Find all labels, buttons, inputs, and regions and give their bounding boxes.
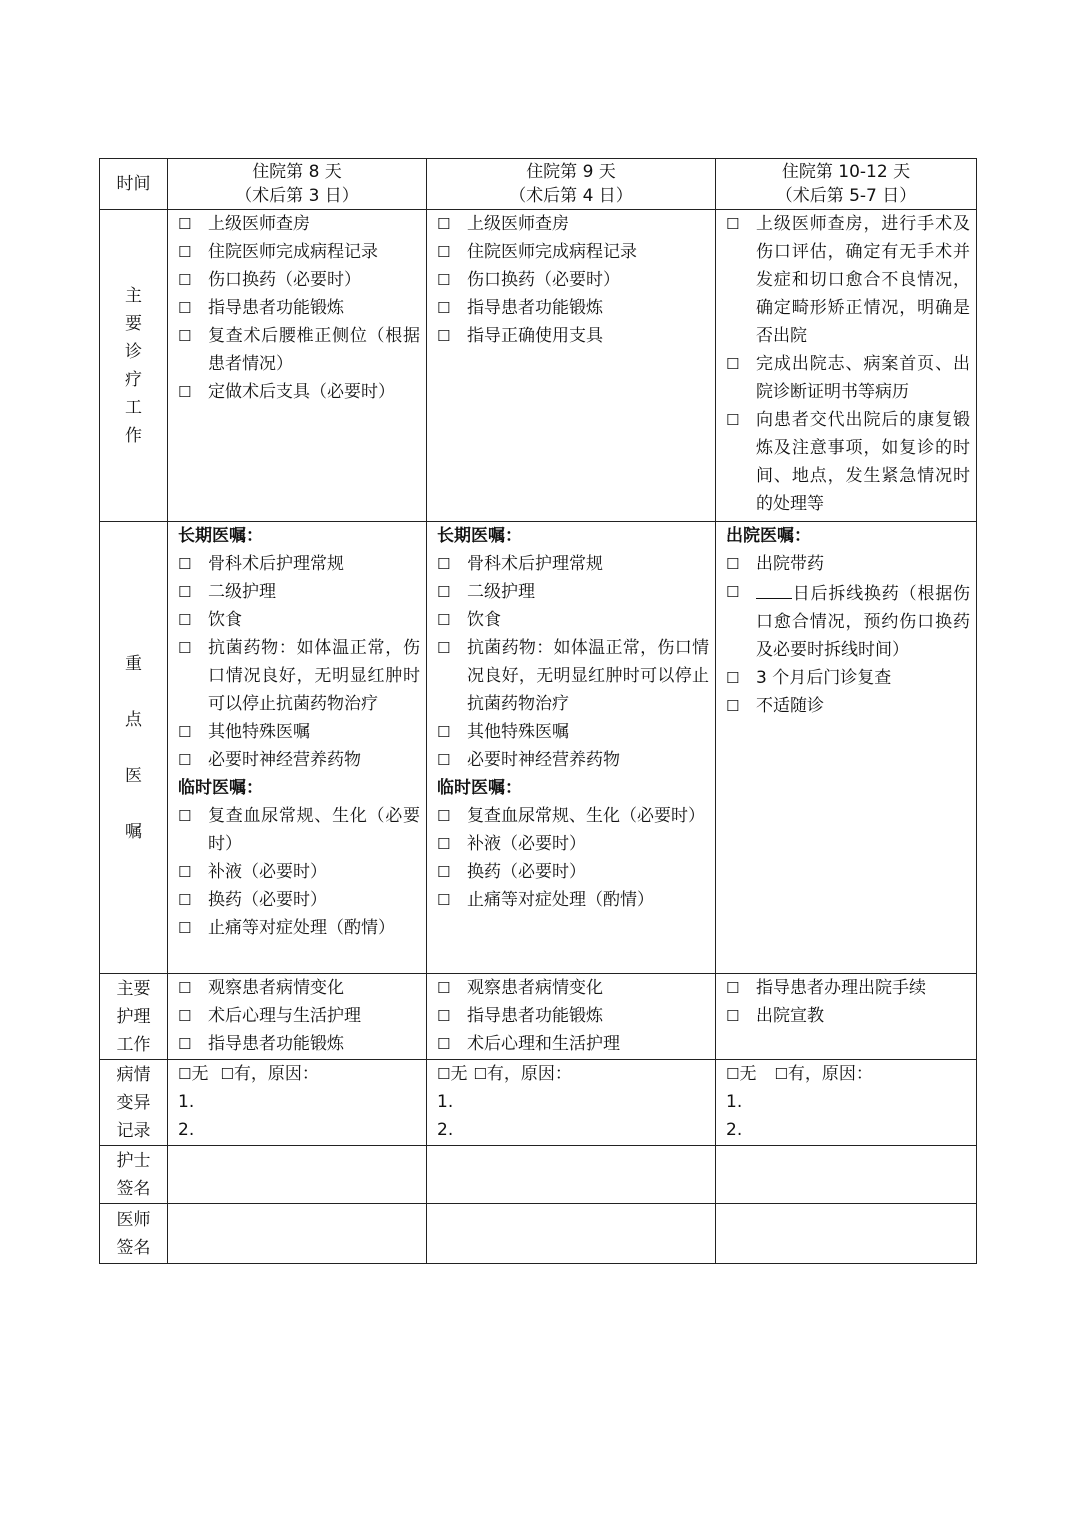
- label-line: 医师: [116, 1209, 151, 1230]
- item-text: 止痛等对症处理（酌情）: [467, 890, 654, 910]
- nurse-signature-day8[interactable]: [168, 1146, 427, 1204]
- checklist-item[interactable]: [437, 746, 709, 774]
- item-text: 伤口换药（必要时）: [467, 270, 620, 290]
- checkbox-icon[interactable]: ☐: [178, 1035, 192, 1053]
- label-char: 疗: [125, 369, 142, 390]
- item-text: 不适随诊: [756, 696, 824, 716]
- label-line: 记录: [116, 1120, 151, 1141]
- label-char: 重: [125, 653, 142, 674]
- checkbox-icon[interactable]: ☐: [437, 807, 451, 825]
- checkbox-icon[interactable]: ☐: [437, 243, 451, 261]
- checklist-item[interactable]: [726, 664, 970, 692]
- item-text: 住院医师完成病程记录: [467, 242, 637, 262]
- checkbox-icon[interactable]: ☐: [178, 807, 192, 825]
- checkbox-icon[interactable]: ☐: [178, 299, 192, 317]
- checkbox-icon[interactable]: ☐: [437, 751, 451, 769]
- doctor-signature-day10-12[interactable]: [716, 1204, 977, 1264]
- item-text: 观察患者病情变化: [467, 978, 603, 998]
- diagnosis-row: [100, 210, 977, 522]
- item-text: 出院宣教: [756, 1006, 824, 1026]
- checklist-item[interactable]: [437, 238, 709, 266]
- variance-line-2[interactable]: 2.: [726, 1120, 743, 1140]
- orders-day9: [427, 522, 716, 974]
- variance-yes-label: 有，原因：: [787, 1064, 873, 1084]
- doctor-signature-day9[interactable]: [427, 1204, 716, 1264]
- item-text: 必要时神经营养药物: [208, 750, 361, 770]
- checklist-item[interactable]: [437, 634, 709, 718]
- checklist-item[interactable]: [178, 746, 420, 774]
- checkbox-icon[interactable]: ☐: [437, 891, 451, 909]
- checkbox-icon[interactable]: ☐: [178, 919, 192, 937]
- variance-line-1[interactable]: 1.: [437, 1092, 454, 1112]
- checkbox-icon[interactable]: ☐: [178, 751, 192, 769]
- item-text: 抗菌药物：如体温正常，伤口情况良好，无明显红肿时可以停止抗菌药物治疗: [467, 638, 709, 714]
- checkbox-icon[interactable]: ☐: [178, 243, 192, 261]
- item-text: 必要时神经营养药物: [467, 750, 620, 770]
- day10-12-title: 住院第 10-12 天: [781, 162, 911, 182]
- checklist-item[interactable]: [178, 858, 420, 886]
- day9-header: [427, 159, 716, 210]
- orders-label: [100, 522, 168, 974]
- checkbox-icon[interactable]: ☐: [437, 611, 451, 629]
- item-text: 完成出院志、病案首页、出院诊断证明书等病历: [756, 354, 970, 402]
- long-term-orders-title: 长期医嘱：: [178, 526, 263, 546]
- checkbox-icon[interactable]: ☐: [726, 1007, 740, 1025]
- checkbox-icon[interactable]: ☐: [437, 327, 451, 345]
- nurse-signature-day9[interactable]: [427, 1146, 716, 1204]
- variance-choice: [726, 1060, 970, 1088]
- fill-in-blank[interactable]: [756, 578, 792, 599]
- item-text: 指导患者功能锻炼: [467, 1006, 603, 1026]
- variance-yes-label: 有，原因：: [486, 1064, 572, 1084]
- item-text: 饮食: [208, 610, 242, 630]
- item-text: 复查血尿常规、生化（必要时）: [467, 806, 705, 826]
- item-text: 上级医师查房，进行手术及伤口评估，确定有无手术并发症和切口愈合不良情况，确定畸形矫正情况，明确是否出院: [756, 214, 970, 346]
- checkbox-icon[interactable]: ☐: [437, 979, 451, 997]
- variance-line-2[interactable]: 2.: [178, 1120, 195, 1140]
- temporary-orders-title: 临时医嘱：: [178, 778, 263, 798]
- checkbox-icon[interactable]: ☐: [726, 1065, 740, 1083]
- checklist-item[interactable]: [178, 322, 420, 378]
- discharge-orders-title: 出院医嘱：: [726, 526, 811, 546]
- item-text: 住院医师完成病程记录: [208, 242, 378, 262]
- checklist-item[interactable]: [178, 914, 420, 942]
- checkbox-icon[interactable]: ☐: [726, 583, 740, 601]
- item-text: 指导患者功能锻炼: [208, 298, 344, 318]
- item-text: 定做术后支具（必要时）: [208, 382, 395, 402]
- checklist-item[interactable]: [437, 718, 709, 746]
- checkbox-icon[interactable]: ☐: [178, 1065, 192, 1083]
- checklist-item[interactable]: [437, 886, 709, 914]
- checkbox-icon[interactable]: ☐: [774, 1065, 788, 1083]
- variance-none-label: 无: [739, 1064, 757, 1084]
- checkbox-icon[interactable]: ☐: [178, 1007, 192, 1025]
- variance-none-label: 无: [191, 1064, 209, 1084]
- checklist-item[interactable]: [178, 718, 420, 746]
- item-text: 复查术后腰椎正侧位（根据患者情况）: [208, 326, 420, 374]
- label-line: 病情: [116, 1064, 151, 1085]
- checklist-item[interactable]: [437, 266, 709, 294]
- checkbox-icon[interactable]: ☐: [437, 555, 451, 573]
- variance-none-label: 无: [450, 1064, 468, 1084]
- time-label: 时间: [116, 174, 151, 194]
- item-text: 二级护理: [467, 582, 535, 602]
- item-text: 指导患者办理出院手续: [756, 978, 926, 998]
- checklist-item[interactable]: [726, 550, 970, 578]
- variance-line-1[interactable]: 1.: [726, 1092, 743, 1112]
- diagnosis-label: [100, 210, 168, 522]
- item-text: 补液（必要时）: [208, 862, 327, 882]
- item-text: 换药（必要时）: [467, 862, 586, 882]
- variance-yes-label: 有，原因：: [233, 1064, 319, 1084]
- checklist-item[interactable]: [437, 974, 709, 1002]
- item-text: 骨科术后护理常规: [208, 554, 344, 574]
- time-header: [100, 159, 168, 210]
- nurse-signature-label: [100, 1146, 168, 1204]
- item-text: 3 个月后门诊复查: [756, 668, 892, 688]
- nursing-day10-12: [716, 974, 977, 1060]
- diagnosis-day10-12: [716, 210, 977, 522]
- checkbox-icon[interactable]: ☐: [437, 723, 451, 741]
- day9-postop: （术后第 4 日）: [509, 186, 633, 206]
- day10-12-postop: （术后第 5-7 日）: [775, 186, 917, 206]
- label-line: 护理: [116, 1006, 151, 1027]
- item-text: 日后拆线换药（根据伤口愈合情况，预约伤口换药及必要时拆线时间）: [756, 584, 970, 660]
- checklist-item[interactable]: [437, 550, 709, 578]
- item-text-with-blank: [756, 578, 970, 664]
- checklist-item[interactable]: [178, 886, 420, 914]
- checkbox-icon[interactable]: ☐: [726, 697, 740, 715]
- variance-choice: [178, 1060, 420, 1088]
- item-text: 其他特殊医嘱: [467, 722, 569, 742]
- temporary-orders-title: 临时医嘱：: [437, 778, 522, 798]
- item-text: 二级护理: [208, 582, 276, 602]
- checkbox-icon[interactable]: ☐: [178, 979, 192, 997]
- orders-day10-12: [716, 522, 977, 974]
- item-text: 指导患者功能锻炼: [467, 298, 603, 318]
- label-char: 作: [125, 425, 142, 446]
- checkbox-icon[interactable]: ☐: [726, 215, 740, 233]
- label-char: 点: [125, 709, 142, 730]
- nurse-signature-row: [100, 1146, 977, 1204]
- long-term-orders-title: 长期医嘱：: [437, 526, 522, 546]
- orders-row: [100, 522, 977, 974]
- variance-label: [100, 1060, 168, 1146]
- label-line: 主要: [116, 978, 151, 999]
- checkbox-icon[interactable]: ☐: [178, 891, 192, 909]
- variance-choice: [437, 1060, 709, 1088]
- variance-line-2[interactable]: 2.: [437, 1120, 454, 1140]
- diagnosis-day8: [168, 210, 427, 522]
- item-text: 其他特殊医嘱: [208, 722, 310, 742]
- nursing-day8: [168, 974, 427, 1060]
- checkbox-icon[interactable]: ☐: [178, 611, 192, 629]
- checklist-item[interactable]: [437, 606, 709, 634]
- checklist-item[interactable]: [437, 1030, 709, 1058]
- nursing-day9: [427, 974, 716, 1060]
- doctor-signature-row: [100, 1204, 977, 1264]
- item-text: 复查血尿常规、生化（必要时）: [208, 806, 420, 854]
- variance-row: [100, 1060, 977, 1146]
- item-text: 饮食: [467, 610, 501, 630]
- checkbox-icon[interactable]: ☐: [178, 583, 192, 601]
- label-char: 要: [125, 313, 142, 334]
- checkbox-icon[interactable]: ☐: [726, 979, 740, 997]
- checkbox-icon[interactable]: ☐: [220, 1065, 234, 1083]
- checklist-item[interactable]: [178, 802, 420, 858]
- checklist-item[interactable]: [726, 406, 970, 518]
- item-text: 术后心理和生活护理: [467, 1034, 620, 1054]
- checkbox-icon[interactable]: ☐: [726, 411, 740, 429]
- item-text: 补液（必要时）: [467, 834, 586, 854]
- checkbox-icon[interactable]: ☐: [437, 215, 451, 233]
- item-text: 抗菌药物：如体温正常，伤口情况良好，无明显红肿时可以停止抗菌药物治疗: [208, 638, 420, 714]
- label-line: 工作: [116, 1034, 151, 1055]
- checklist-item[interactable]: [437, 1002, 709, 1030]
- nursing-row: [100, 974, 977, 1060]
- item-text: 上级医师查房: [467, 214, 569, 234]
- variance-day8: [168, 1060, 427, 1146]
- nurse-signature-day10-12[interactable]: [716, 1146, 977, 1204]
- checklist-item[interactable]: [726, 692, 970, 720]
- checklist-item[interactable]: [726, 210, 970, 350]
- checkbox-icon[interactable]: ☐: [437, 835, 451, 853]
- checkbox-icon[interactable]: ☐: [437, 639, 451, 657]
- checkbox-icon[interactable]: ☐: [437, 271, 451, 289]
- item-text: 指导患者功能锻炼: [208, 1034, 344, 1054]
- checklist-item[interactable]: [178, 606, 420, 634]
- checkbox-icon[interactable]: ☐: [178, 555, 192, 573]
- checkbox-icon[interactable]: ☐: [437, 1065, 451, 1083]
- item-text: 上级医师查房: [208, 214, 310, 234]
- checklist-item[interactable]: [726, 578, 970, 664]
- label-line: 签名: [116, 1237, 151, 1258]
- checklist-item[interactable]: [178, 1002, 420, 1030]
- doctor-signature-label: [100, 1204, 168, 1264]
- checklist-item[interactable]: [178, 634, 420, 718]
- orders-day8: [168, 522, 427, 974]
- checklist-item[interactable]: [726, 1002, 970, 1030]
- variance-day10-12: [716, 1060, 977, 1146]
- checkbox-icon[interactable]: ☐: [437, 1035, 451, 1053]
- checklist-item[interactable]: [726, 350, 970, 406]
- item-text: 骨科术后护理常规: [467, 554, 603, 574]
- checklist-item[interactable]: [437, 210, 709, 238]
- variance-line-1[interactable]: 1.: [178, 1092, 195, 1112]
- checklist-item[interactable]: [437, 802, 709, 830]
- checklist-item[interactable]: [437, 830, 709, 858]
- checkbox-icon[interactable]: ☐: [178, 639, 192, 657]
- checkbox-icon[interactable]: ☐: [178, 271, 192, 289]
- checklist-item[interactable]: [178, 1030, 420, 1058]
- checklist-item[interactable]: [178, 378, 420, 406]
- checklist-item[interactable]: [437, 578, 709, 606]
- label-char: 工: [125, 397, 142, 418]
- checklist-item[interactable]: [178, 550, 420, 578]
- label-char: 主: [125, 285, 142, 306]
- checklist-item[interactable]: [178, 266, 420, 294]
- checklist-item[interactable]: [178, 974, 420, 1002]
- checklist-item[interactable]: [726, 974, 970, 1002]
- checkbox-icon[interactable]: ☐: [178, 863, 192, 881]
- checklist-item[interactable]: [437, 294, 709, 322]
- checkbox-icon[interactable]: ☐: [437, 863, 451, 881]
- checkbox-icon[interactable]: ☐: [437, 583, 451, 601]
- item-text: 向患者交代出院后的康复锻炼及注意事项，如复诊的时间、地点，发生紧急情况时的处理等: [756, 410, 970, 514]
- label-line: 签名: [116, 1178, 151, 1199]
- item-text: 术后心理与生活护理: [208, 1006, 361, 1026]
- nursing-label: [100, 974, 168, 1060]
- label-line: 变异: [116, 1092, 151, 1113]
- day8-postop: （术后第 3 日）: [235, 186, 359, 206]
- label-char: 医: [125, 765, 142, 786]
- checklist-item[interactable]: [178, 238, 420, 266]
- checkbox-icon[interactable]: ☐: [473, 1065, 487, 1083]
- diagnosis-day9: [427, 210, 716, 522]
- checkbox-icon[interactable]: ☐: [726, 669, 740, 687]
- checkbox-icon[interactable]: ☐: [726, 555, 740, 573]
- item-text: 止痛等对症处理（酌情）: [208, 918, 395, 938]
- checklist-item[interactable]: [437, 322, 709, 350]
- checklist-item[interactable]: [178, 294, 420, 322]
- day9-title: 住院第 9 天: [526, 162, 616, 182]
- item-text: 观察患者病情变化: [208, 978, 344, 998]
- item-text: 指导正确使用支具: [467, 326, 603, 346]
- checklist-item[interactable]: [178, 578, 420, 606]
- checkbox-icon[interactable]: ☐: [178, 327, 192, 345]
- checklist-item[interactable]: [178, 210, 420, 238]
- item-text: 换药（必要时）: [208, 890, 327, 910]
- label-char: 诊: [125, 341, 142, 362]
- item-text: 伤口换药（必要时）: [208, 270, 361, 290]
- day8-title: 住院第 8 天: [252, 162, 342, 182]
- checkbox-icon[interactable]: ☐: [178, 215, 192, 233]
- item-text: 出院带药: [756, 554, 824, 574]
- day8-header: [168, 159, 427, 210]
- checkbox-icon[interactable]: ☐: [437, 1007, 451, 1025]
- checkbox-icon[interactable]: ☐: [178, 383, 192, 401]
- checkbox-icon[interactable]: ☐: [726, 355, 740, 373]
- label-char: 嘱: [125, 821, 142, 842]
- checkbox-icon[interactable]: ☐: [178, 723, 192, 741]
- variance-day9: [427, 1060, 716, 1146]
- doctor-signature-day8[interactable]: [168, 1204, 427, 1264]
- label-line: 护士: [116, 1150, 151, 1171]
- header-row: [100, 159, 977, 210]
- checkbox-icon[interactable]: ☐: [437, 299, 451, 317]
- clinical-pathway-table: [99, 158, 977, 1264]
- checklist-item[interactable]: [437, 858, 709, 886]
- day10-12-header: [716, 159, 977, 210]
